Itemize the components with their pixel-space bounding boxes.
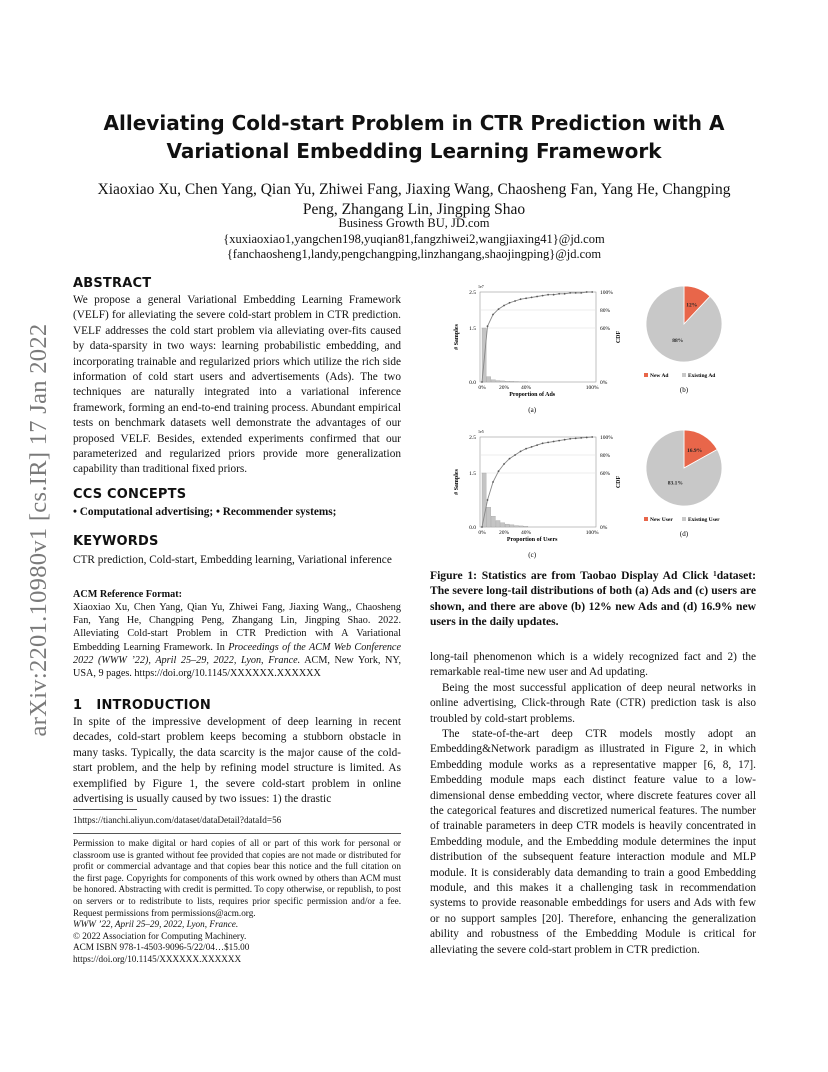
cdf-tick-label: 0% <box>600 525 608 531</box>
permission-text: Permission to make digital or hard copies of all or part of this work for personal or classroom use is granted without fee provided that copies are not made or distributed for profit or commercial advantage and that copies bear this notice and the full citation on the first page. Copyrights for components of this work owned by others than ACM must be honored. Abstracting with credit is permitted. To copy otherwise, or republish, to post on servers or to redistribute to lists, requires prior specific permission and/or a fee. Request permissions from permissions@acm.org. <box>73 838 401 918</box>
cdf-point <box>503 305 505 307</box>
cdf-point <box>558 293 560 295</box>
histogram-bar <box>524 526 528 527</box>
figure-1 <box>428 280 758 565</box>
panel-label: (d) <box>679 530 689 538</box>
histogram-bar <box>510 525 514 527</box>
cdf-point <box>553 294 555 296</box>
col2-paragraph-2: Being the most successful application of deep neural networks in online advertising, Click-through Rate (CTR) prediction task is also troubled by cold-start problems. <box>430 682 756 725</box>
ccs-heading: CCS CONCEPTS <box>73 487 187 502</box>
y-tick-label: 0.0 <box>469 380 476 386</box>
cdf-point <box>520 298 522 300</box>
x-axis-label: Proportion of Users <box>506 537 558 543</box>
x-tick-label: 20% <box>498 385 510 391</box>
x-tick-label: 100% <box>585 530 599 536</box>
cdf-point <box>503 463 505 465</box>
histogram-bar <box>514 526 518 527</box>
cdf-point <box>531 446 533 448</box>
cdf-point <box>542 442 544 444</box>
histogram-bar <box>514 381 518 382</box>
legend-label-1: Existing Ad <box>688 373 716 379</box>
cdf-point <box>525 448 527 450</box>
x-axis-label: Proportion of Ads <box>509 392 556 398</box>
ref-tail: ACM, New York, NY, USA, 9 pages. https://doi.org/10.1145/XXXXXX.XXXXXX <box>73 654 401 680</box>
cdf-point <box>580 292 582 294</box>
x-tick-label: 100% <box>585 385 599 391</box>
cdf-point <box>591 291 593 293</box>
cdf-point <box>536 444 538 446</box>
cdf-point <box>569 438 571 440</box>
cdf-point <box>553 441 555 443</box>
cdf-point <box>547 442 549 444</box>
conf-line: WWW ’22, April 25–29, 2022, Lyon, France. <box>73 919 239 930</box>
col2-paragraph-3: The state-of-the-art deep CTR models mostly adopt an Embedding&Network paradigm as illustrated in Figure 2, in which Embedding module works as a representative mapper [6, 8, 17]. Embedding module maps each distinct feature value to a low-dimensional dense embedding vector, where discrete features cover all the categorical features and discretized numerical features. The number of trainable parameters in deep CTR models is heavily concentrated in Embedding module, and the Embedding module determines the input distribution of the subsequent feature interaction module and MLP module. It is considerably data demanding to train a good Embedding module, and this makes it a challenging task in recommendation systems to provide reasonable embeddings for users and Ads with few or no support samples [20]. Therefore, enhancing the generalization ability and robustness of the Embedding Module is critical for alleviating the severe cold-start problem in CTR prediction. <box>430 728 756 956</box>
email-line-2: {fanchaosheng1,landy,pengchangping,linzhangang,shaojingping}@jd.com <box>226 247 602 261</box>
x-tick-label: 0% <box>478 530 486 536</box>
cdf-tick-label: 100% <box>600 290 613 296</box>
isbn-line: ACM ISBN 978-1-4503-9096-5/22/04…$15.00 <box>73 942 250 953</box>
y-axis-label: # Samples <box>454 324 460 350</box>
abstract-text: We propose a general Variational Embedding Learning Framework (VELF) for alleviating the severe cold-start problem in CTR prediction. VELF addresses the cold start problem via alleviating over-fits caused by data-sparsity in two ways: learning probabilistic embedding, and incorporating trainable and regularized priors which utilize the rich side information of cold start users and advertisements (Ads). The two techniques are naturally integrated into a variational inference framework, forming an end-to-end training process. Abundant empirical tests on benchmark datasets well demonstrate the advantages of our proposed VELF. Besides, extended experiments confirmed that our parameterized and regularized priors provide more generalization capability than traditional fixed priors. <box>73 294 401 476</box>
cdf-point <box>509 302 511 304</box>
cdf-line <box>482 292 592 382</box>
plot-frame <box>480 292 596 382</box>
intro-paragraph: In spite of the impressive development of deep learning in recent decades, cold-start problem keeps becoming a stubborn obstacle in many tasks. Typically, the data scarcity is the major cause of the cold-start problem, and the help by refining model structure is limited. As exemplified by Figure 1, the severe cold-start problem in online advertising is usually caused by two issues: 1) the drastic <box>73 716 401 806</box>
cdf-point <box>564 293 566 295</box>
keywords-heading: KEYWORDS <box>73 534 159 549</box>
legend-label-0: New User <box>650 517 673 523</box>
histogram-bar <box>487 507 491 527</box>
affiliation: Business Growth BU, JD.com <box>338 216 490 230</box>
ref-venue: Proceedings of the ACM Web Conference 2022 (WWW ’22), April 25–29, 2022, Lyon, France. <box>73 641 401 666</box>
cdf-tick-label: 80% <box>600 453 611 459</box>
paper-title: Alleviating Cold-start Problem in CTR Prediction with A Variational Embedding Learning Framework <box>103 111 725 163</box>
cdf-line <box>482 437 592 527</box>
legend-swatch-1 <box>682 373 686 377</box>
chart-a <box>454 284 622 414</box>
arxiv-id: arXiv:2201.10980v1 [cs.IR] 17 Jan 2022 <box>25 323 52 737</box>
cdf-point <box>498 308 500 310</box>
y-tick-label: 1.5 <box>469 326 476 332</box>
histogram-bar <box>501 523 505 527</box>
figure-caption: Figure 1: Statistics are from Taobao Display Ad Click ¹dataset: The severe long-tail distributions of both (a) Ads and (c) users are shown, and there are above (b) 12% new Ads and (d) 16.9% new users in the daily updates. <box>430 569 756 629</box>
cdf-point <box>481 526 483 528</box>
histogram-bar <box>491 516 495 527</box>
cdf-point <box>586 291 588 293</box>
cdf-point <box>487 325 489 327</box>
cdf-point <box>531 297 533 299</box>
cdf-point <box>492 481 494 483</box>
keywords-text: CTR prediction, Cold-start, Embedding learning, Variational inference <box>73 554 392 566</box>
doi-line: https://doi.org/10.1145/XXXXXX.XXXXXX <box>73 953 242 964</box>
cdf-point <box>564 439 566 441</box>
cdf-point <box>569 292 571 294</box>
y-axis-label: # Samples <box>454 469 460 495</box>
x-tick-label: 40% <box>521 385 532 391</box>
panel-label: (b) <box>679 386 689 394</box>
cdf-point <box>542 295 544 297</box>
cdf-point <box>498 470 500 472</box>
chart-b <box>644 286 722 394</box>
cdf-point <box>525 297 527 299</box>
histogram-bar <box>510 381 514 382</box>
cdf-point <box>547 294 549 296</box>
legend-swatch-1 <box>682 517 686 521</box>
legend-swatch-0 <box>644 373 648 377</box>
cdf-tick-label: 60% <box>600 326 611 332</box>
cdf-point <box>520 451 522 453</box>
cdf-point <box>586 437 588 439</box>
x-tick-label: 40% <box>521 530 532 536</box>
panel-label: (c) <box>528 551 537 559</box>
cdf-axis-label: CDF <box>616 330 622 344</box>
cdf-tick-label: 80% <box>600 308 611 314</box>
panel-label: (a) <box>528 406 537 414</box>
cdf-axis-label: CDF <box>616 475 622 489</box>
ccs-text: • Computational advertising; • Recommender systems; <box>73 506 337 518</box>
histogram-bar <box>505 524 509 527</box>
cdf-point <box>492 314 494 316</box>
y-tick-label: 2.5 <box>469 435 476 441</box>
permission-block <box>73 838 401 966</box>
col2-paragraph-1: long-tail phenomenon which is a widely recognized fact and 2) the remarkable real-time new user and Ad updating. <box>430 651 756 679</box>
y-tick-label: 2.5 <box>469 290 476 296</box>
histogram-bar <box>501 381 505 382</box>
chart-c <box>454 429 622 559</box>
y-tick-label: 1.5 <box>469 471 476 477</box>
copyright-line: © 2022 Association for Computing Machinery. <box>73 930 247 941</box>
cdf-point <box>575 292 577 294</box>
histogram-bar <box>505 381 509 382</box>
footnote: 1https://tianchi.aliyun.com/dataset/dataDetail?dataId=56 <box>73 815 282 825</box>
histogram-bar <box>496 381 500 382</box>
chart-d <box>644 430 722 538</box>
footnote-rule <box>73 809 137 810</box>
histogram-bar <box>487 377 491 382</box>
cdf-point <box>575 437 577 439</box>
ref-format-heading: ACM Reference Format: <box>73 589 182 600</box>
cdf-tick-label: 60% <box>600 471 611 477</box>
legend-label-1: Existing User <box>688 517 720 523</box>
email-line-1: {xuxiaoxiao1,yangchen198,yuqian81,fangzhiwei2,wangjiaxing41}@jd.com <box>223 231 605 246</box>
pie-label-0: 16.9% <box>687 447 703 454</box>
x-tick-label: 0% <box>478 385 486 391</box>
pie-label-0: 12% <box>686 302 698 309</box>
cdf-tick-label: 100% <box>600 435 613 441</box>
cdf-point <box>536 296 538 298</box>
affiliation-block <box>90 216 738 263</box>
arxiv-stamp <box>14 300 64 760</box>
cdf-point <box>514 454 516 456</box>
cdf-point <box>580 437 582 439</box>
cdf-point <box>509 458 511 460</box>
cdf-point <box>591 436 593 438</box>
y-exponent: 1e7 <box>478 284 484 289</box>
author-list: Xiaoxiao Xu, Chen Yang, Qian Yu, Zhiwei Fang, Jiaxing Wang, Chaosheng Fan, Yang He, Changping Peng, Zhangang Lin, Jingping Shao <box>97 181 731 218</box>
pie-label-1: 83.1% <box>667 480 683 487</box>
cdf-point <box>487 499 489 501</box>
abstract-heading: ABSTRACT <box>73 276 152 291</box>
ref-format-text <box>73 601 401 680</box>
cdf-point <box>514 300 516 302</box>
pie-slice-1 <box>646 286 722 362</box>
legend-label-0: New Ad <box>650 373 669 379</box>
ref-authors: Xiaoxiao Xu, Chen Yang, Qian Yu, Zhiwei Fang, Jiaxing Wang,, Chaosheng Fan, Yang He, Changping Peng, Zhangang Lin, Jingping Shao. 2022. Alleviating Cold-start Problem in CTR Prediction with A Variational Embedding Learning Framework. In <box>73 602 401 653</box>
plot-frame <box>480 437 596 527</box>
y-exponent: 1e5 <box>478 429 484 434</box>
y-tick-label: 0.0 <box>469 525 476 531</box>
histogram-bar <box>491 380 495 382</box>
permission-rule <box>73 833 401 834</box>
cdf-point <box>481 381 483 383</box>
intro-heading: 1 INTRODUCTION <box>73 698 211 713</box>
histogram-bar <box>519 526 523 527</box>
cdf-point <box>558 440 560 442</box>
x-tick-label: 20% <box>498 530 510 536</box>
histogram-bar <box>496 521 500 527</box>
pie-label-1: 88% <box>672 337 684 344</box>
cdf-tick-label: 0% <box>600 380 608 386</box>
legend-swatch-0 <box>644 517 648 521</box>
